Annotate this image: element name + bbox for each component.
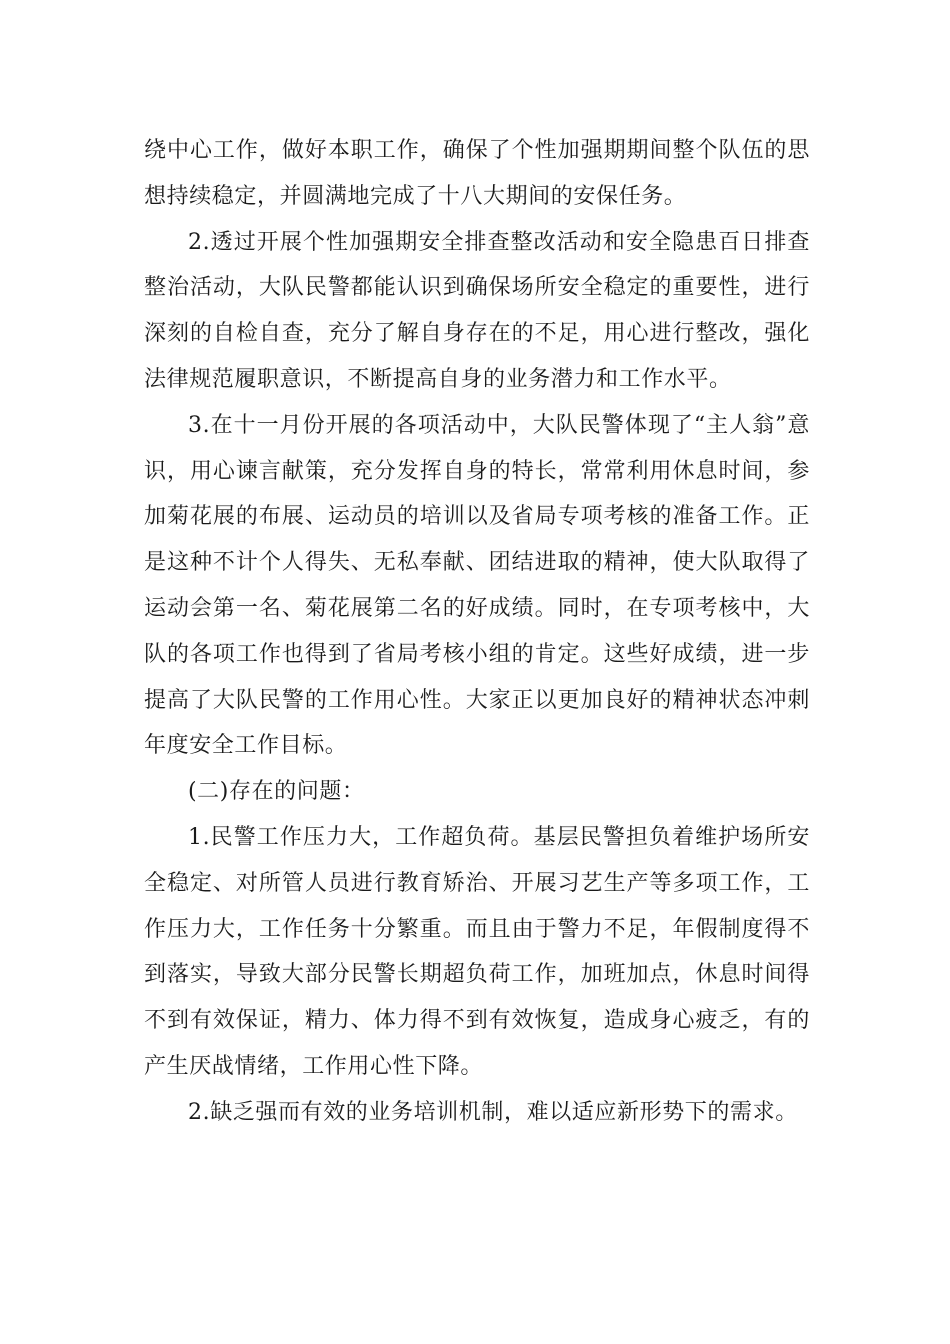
document-body	[144, 128, 810, 1136]
paragraph-item-2: 2.透过开展个性加强期安全排查整改活动和安全隐患百日排查整治活动，大队民警都能认识到确保场所安全稳定的重要性，进行深刻的自检自查，充分了解自身存在的不足，用心进行整改，强化法律规范履职意识，不断提高自身的业务潜力和工作水平。	[144, 229, 810, 392]
paragraph-problem-2: 2.缺乏强而有效的业务培训机制，难以适应新形势下的需求。	[188, 1099, 798, 1125]
paragraph-problem-1: 1.民警工作压力大，工作超负荷。基层民警担负着维护场所安全稳定、对所管人员进行教育矫治、开展习艺生产等多项工作，工作压力大，工作任务十分繁重。而且由于警力不足，年假制度得不到落实，导致大部分民警长期超负荷工作，加班加点，休息时间得不到有效保证，精力、体力得不到有效恢复，造成身心疲乏，有的产生厌战情绪，工作用心性下降。	[144, 824, 810, 1079]
section-heading-problems: (二)存在的问题：	[188, 779, 365, 805]
paragraph-continuation: 绕中心工作，做好本职工作，确保了个性加强期期间整个队伍的思想持续稳定，并圆满地完成了十八大期间的安保任务。	[144, 138, 810, 209]
paragraph-item-3: 3.在十一月份开展的各项活动中，大队民警体现了“主人翁”意识，用心谏言献策，充分发挥自身的特长，常常利用休息时间，参加菊花展的布展、运动员的培训以及省局专项考核的准备工作。正是这种不计个人得失、无私奉献、团结进取的精神，使大队取得了运动会第一名、菊花展第二名的好成绩。同时，在专项考核中，大队的各项工作也得到了省局考核小组的肯定。这些好成绩，进一步提高了大队民警的工作用心性。大家正以更加良好的精神状态冲刺年度安全工作目标。	[144, 412, 810, 759]
